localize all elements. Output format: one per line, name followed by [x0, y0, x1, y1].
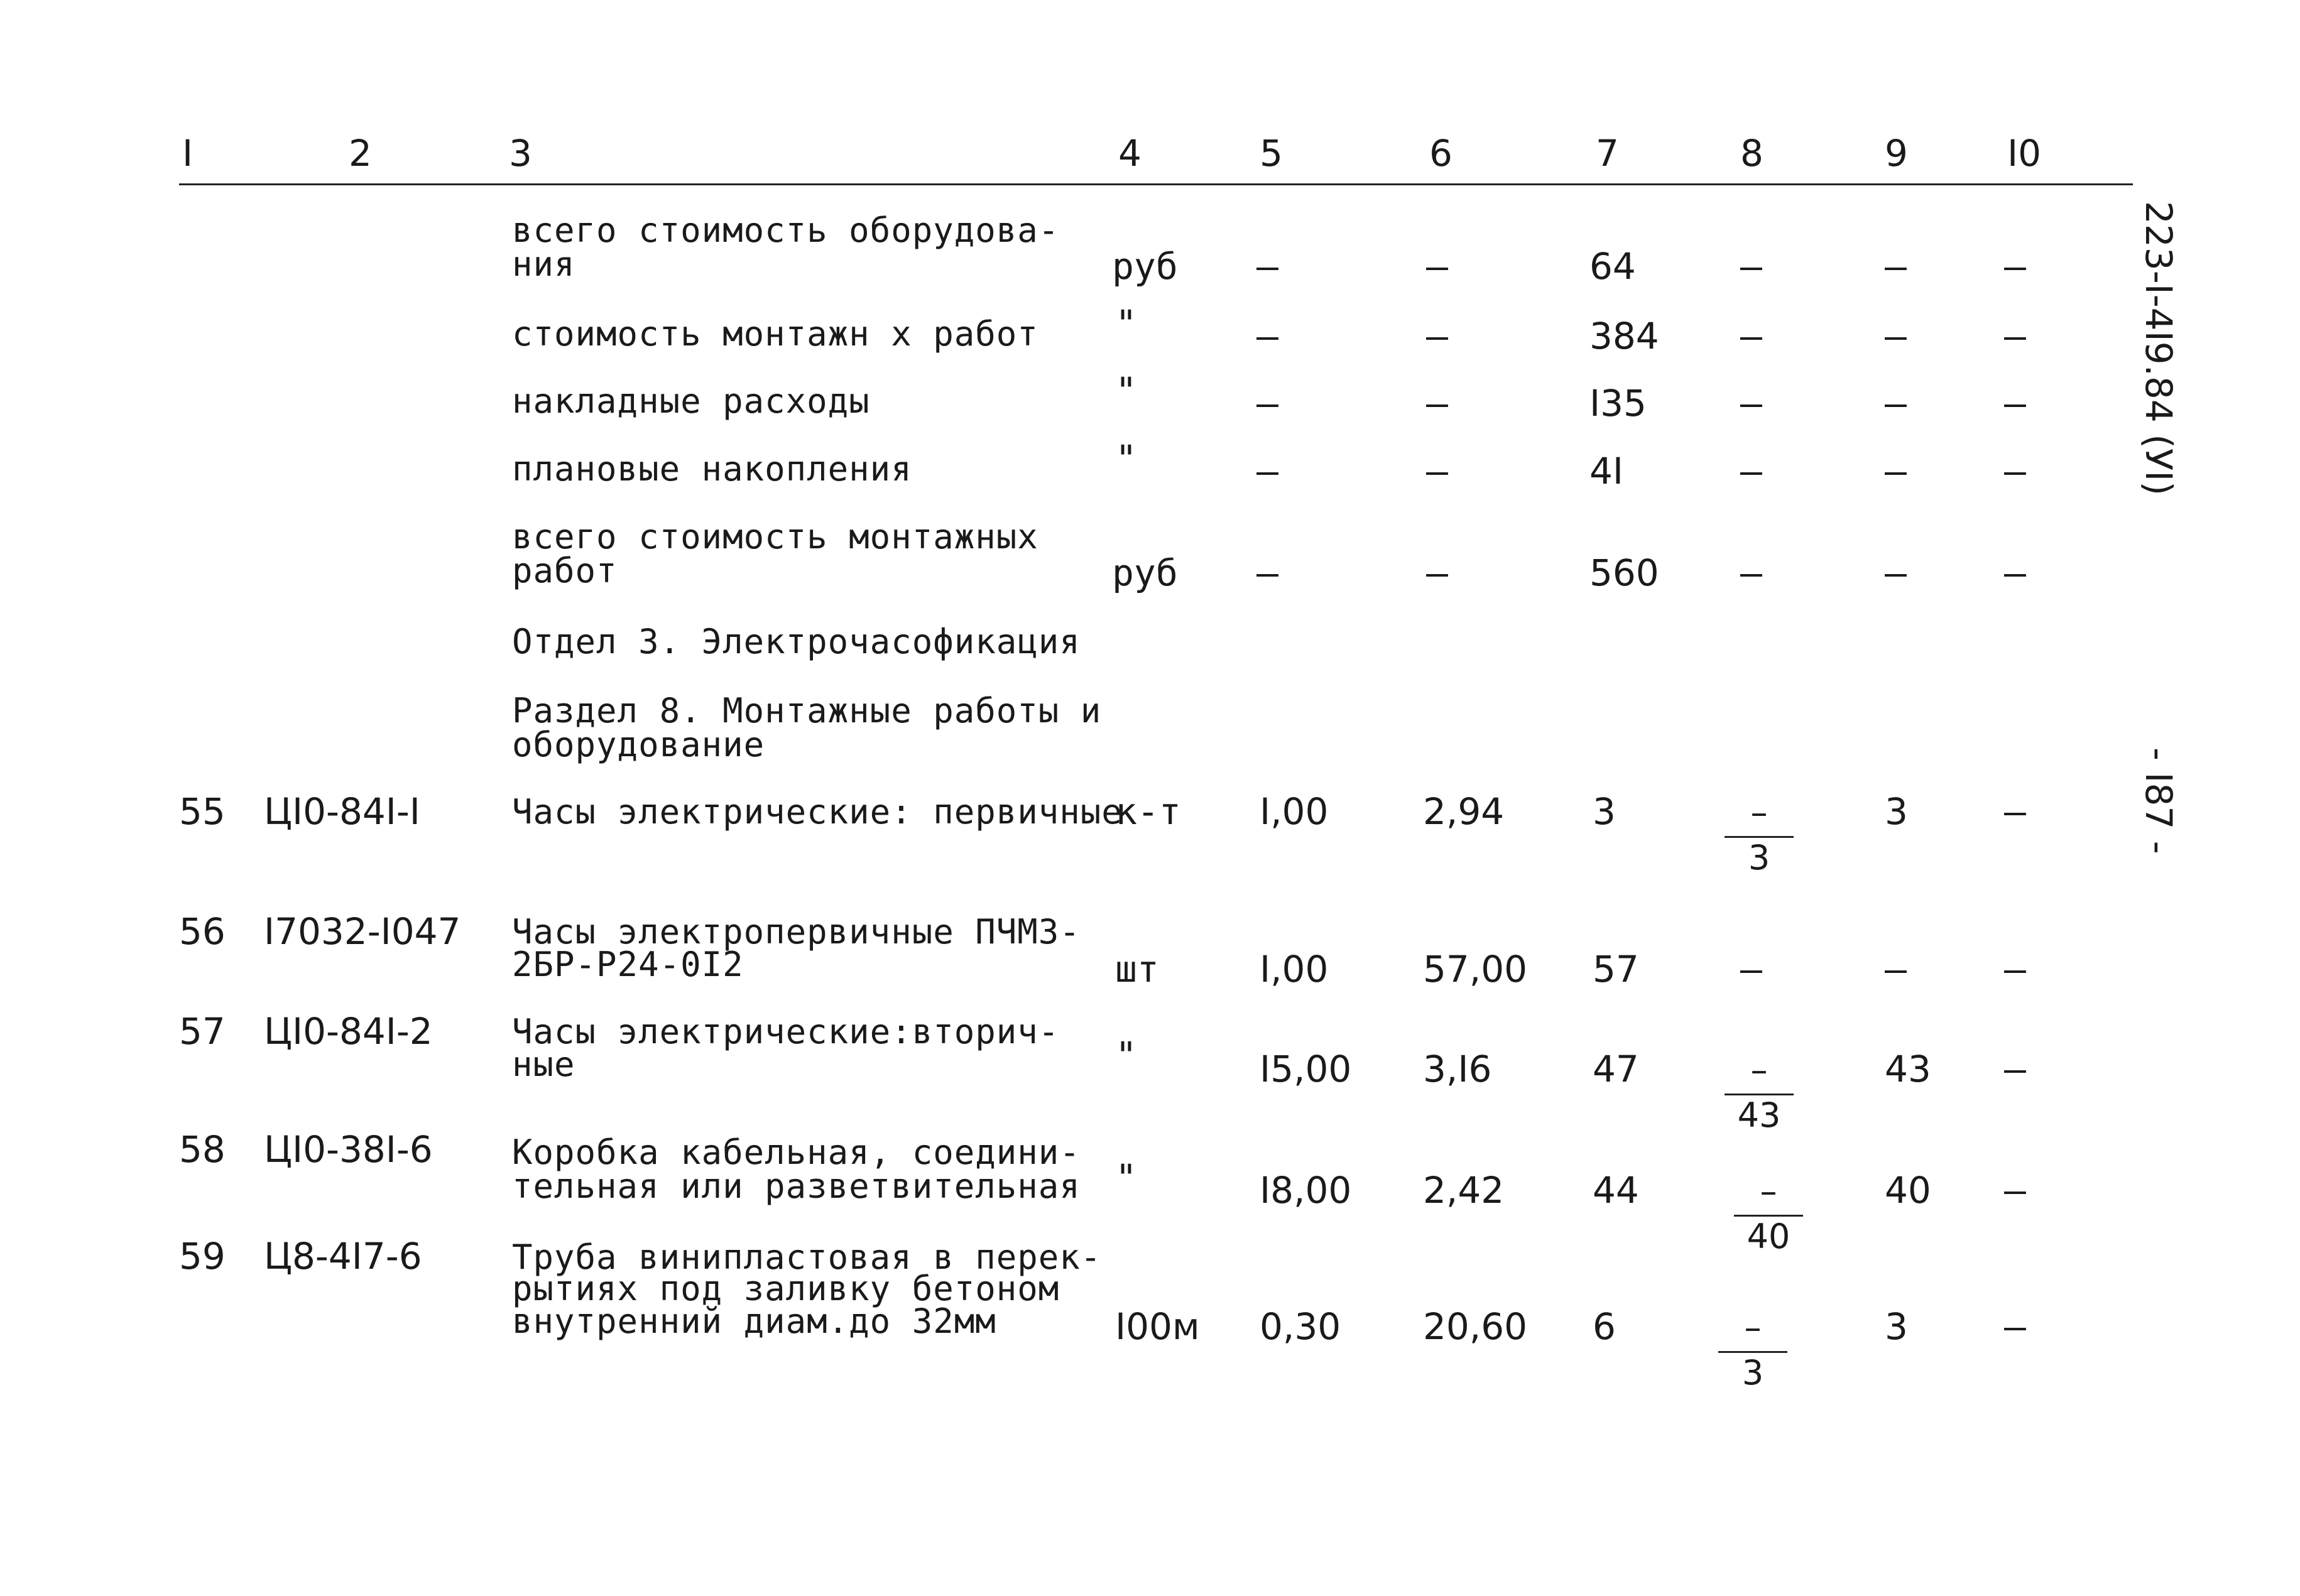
row-total: 4I	[1589, 450, 1624, 492]
row-code: ЦI0-84I-I	[264, 790, 420, 833]
row-col9: –	[1885, 450, 1907, 492]
row-total: I35	[1589, 382, 1647, 425]
row-code: I7032-I047	[264, 910, 461, 953]
row-desc-line: Труба винипластовая в перек-	[512, 1237, 1102, 1277]
row-unit: "	[1115, 1034, 1137, 1077]
row-desc-line: работ	[512, 551, 618, 590]
row-col9: 3	[1885, 1305, 1908, 1348]
row-price: –	[1426, 551, 1448, 594]
department-title: Отдел 3. Электрочасофикация	[512, 622, 1081, 661]
row-number: 56	[179, 910, 226, 953]
row-desc-line: рытиях под заливку бетоном	[512, 1269, 1060, 1308]
col-header-9: 9	[1885, 132, 1908, 175]
row-col9: 3	[1885, 790, 1908, 833]
fraction-denominator: 3	[1748, 838, 1770, 877]
row-desc-line: Часы электрические:вторич-	[512, 1012, 1060, 1051]
row-col10: –	[2004, 450, 2026, 492]
row-col10: –	[2004, 382, 2026, 425]
row-col8: –	[1740, 245, 1762, 288]
row-unit: руб	[1112, 245, 1178, 288]
row-desc-line: всего стоимость оборудова-	[512, 210, 1060, 250]
row-number: 57	[179, 1010, 226, 1053]
row-total: 384	[1589, 315, 1659, 357]
row-unit: к-т	[1115, 790, 1181, 833]
row-col10: –	[2004, 1048, 2026, 1090]
row-total: 560	[1589, 551, 1659, 594]
row-col10: –	[2004, 315, 2026, 357]
row-qty: I,00	[1260, 948, 1329, 991]
row-total: 6	[1593, 1305, 1616, 1348]
row-total: 57	[1593, 948, 1639, 991]
col-header-10: I0	[2007, 132, 2042, 175]
section-title-line: оборудование	[512, 725, 765, 764]
row-unit: "	[1115, 437, 1137, 480]
page-number: - I87 -	[2137, 747, 2180, 854]
row-qty: –	[1256, 245, 1278, 288]
row-col8: –	[1740, 382, 1762, 425]
row-col8-fraction	[1725, 1050, 1794, 1135]
row-desc-line: плановые накопления	[512, 449, 912, 489]
row-price: –	[1426, 245, 1448, 288]
row-qty: I5,00	[1260, 1048, 1352, 1090]
row-price: 2,94	[1423, 790, 1505, 833]
row-total: 64	[1589, 245, 1636, 288]
col-header-4: 4	[1118, 132, 1142, 175]
row-col9: 40	[1885, 1169, 1931, 1212]
row-desc-line: стоимость монтажн х работ	[512, 314, 1038, 354]
row-qty: I8,00	[1260, 1169, 1352, 1212]
row-desc-line: Коробка кабельная, соедини-	[512, 1132, 1081, 1172]
row-desc-line: всего стоимость монтажных	[512, 517, 1038, 556]
row-unit: руб	[1112, 551, 1178, 594]
section-title-line: Раздел 8. Монтажные работы и	[512, 691, 1102, 730]
col-header-8: 8	[1740, 132, 1763, 175]
row-price: 20,60	[1423, 1305, 1528, 1348]
row-col9: 43	[1885, 1048, 1931, 1090]
row-desc-line: накладные расходы	[512, 381, 870, 421]
row-unit: "	[1115, 302, 1137, 345]
row-code: ЦI0-38I-6	[264, 1128, 433, 1171]
row-unit: шт	[1115, 948, 1159, 991]
row-col9: –	[1885, 245, 1907, 288]
row-price: 3,I6	[1423, 1048, 1492, 1090]
row-qty: –	[1256, 382, 1278, 425]
row-desc-line: тельная или разветвительная	[512, 1166, 1081, 1206]
row-desc-line: Часы электрические: первичные	[512, 792, 1123, 832]
fraction-numerator: –	[1744, 1308, 1762, 1347]
col-header-5: 5	[1260, 132, 1283, 175]
fraction-denominator: 40	[1747, 1217, 1790, 1256]
row-desc-line: внутренний диам.до 32мм	[512, 1301, 996, 1341]
row-desc-line: ния	[512, 244, 575, 284]
row-col9: –	[1885, 551, 1907, 594]
row-col9: –	[1885, 315, 1907, 357]
fraction-numerator: –	[1760, 1171, 1777, 1211]
row-col8-fraction	[1734, 1171, 1803, 1256]
row-unit: "	[1115, 1156, 1137, 1199]
row-number: 55	[179, 790, 226, 833]
col-header-7: 7	[1596, 132, 1619, 175]
col-header-1: I	[182, 132, 193, 175]
row-col8: –	[1740, 551, 1762, 594]
header-rule	[179, 183, 2133, 185]
col-header-6: 6	[1429, 132, 1452, 175]
row-col10: –	[2004, 790, 2026, 833]
row-total: 3	[1593, 790, 1616, 833]
row-code: Ц8-4I7-6	[264, 1235, 422, 1278]
row-total: 47	[1593, 1048, 1639, 1090]
row-number: 58	[179, 1128, 226, 1171]
row-col8-fraction	[1725, 793, 1794, 877]
row-col10: –	[2004, 948, 2026, 991]
row-qty: –	[1256, 551, 1278, 594]
row-unit: I00м	[1115, 1305, 1200, 1348]
row-desc-line: Часы электропервичные ПЧМЗ-	[512, 912, 1081, 952]
row-qty: –	[1256, 315, 1278, 357]
document-code: 223-I-4I9.84 (УI)	[2137, 201, 2180, 496]
row-qty: –	[1256, 450, 1278, 492]
fraction-denominator: 3	[1741, 1353, 1764, 1392]
row-desc-line: ные	[512, 1045, 575, 1084]
row-col10: –	[2004, 245, 2026, 288]
row-total: 44	[1593, 1169, 1639, 1212]
row-col8: –	[1740, 315, 1762, 357]
fraction-numerator: –	[1750, 1050, 1768, 1090]
fraction-denominator: 43	[1737, 1095, 1781, 1135]
row-col10: –	[2004, 551, 2026, 594]
row-col8: –	[1740, 450, 1762, 492]
row-price: –	[1426, 382, 1448, 425]
row-number: 59	[179, 1235, 226, 1278]
row-col9: –	[1885, 948, 1907, 991]
row-col9: –	[1885, 382, 1907, 425]
row-price: 57,00	[1423, 948, 1528, 991]
row-qty: 0,30	[1260, 1305, 1341, 1348]
row-price: –	[1426, 315, 1448, 357]
row-price: –	[1426, 450, 1448, 492]
row-unit: "	[1115, 369, 1137, 412]
col-header-3: 3	[509, 132, 532, 175]
fraction-numerator: –	[1750, 793, 1768, 832]
row-qty: I,00	[1260, 790, 1329, 833]
row-col10: –	[2004, 1305, 2026, 1348]
row-col10: –	[2004, 1169, 2026, 1212]
col-header-2: 2	[349, 132, 372, 175]
row-col8-fraction	[1718, 1308, 1787, 1392]
row-code: ЦI0-84I-2	[264, 1010, 433, 1053]
row-price: 2,42	[1423, 1169, 1505, 1212]
row-desc-line: 2БР-Р24-0I2	[512, 945, 744, 984]
row-col8: –	[1740, 948, 1762, 991]
